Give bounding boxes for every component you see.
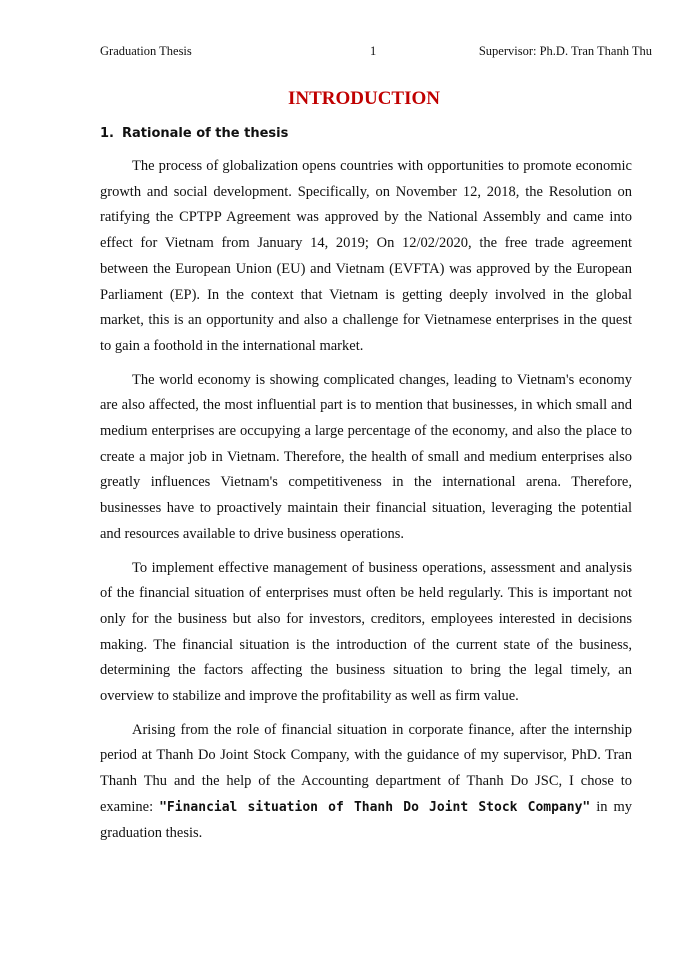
paragraph-2: The world economy is showing complicated changes, leading to Vietnam's economy are also affected, the most influential part is to mention that businesses, in which small and medium enterprises are occupying a large percentage of the economy, and also the place to create a major job in Vietnam. Therefore, the health of small and medium enterprises also greatly influences Vietnam's competitiveness in the international arena. Therefore, businesses have to proactively maintain their financial situation, leveraging the potential and resources available to drive business operations.: [100, 371, 632, 542]
paragraph-4: [100, 718, 632, 847]
paragraph-4-text: Arising from the role of financial situation in corporate finance, after the internship period at Thanh Do Joint Stock Company, with the guidance of my supervisor, PhD. Tran Thanh Thu and the help of the Accounting department of Thanh Do JSC, I chose to examine:: [100, 721, 632, 815]
header-document-type: Graduation Thesis: [100, 44, 192, 58]
page-header: [100, 42, 652, 60]
paragraph-1: The process of globalization opens countries with opportunities to promote economic growth and social development. Specifically, on November 12, 2018, the Resolution on ratifying the CPTPP Agreement was approved by the National Assembly and came into effect for Vietnam from January 14, 2019; On 12/02/2020, the free trade agreement between the European Union (EU) and Vietnam (EVFTA) was approved by the European Parliament (EP). In the context that Vietnam is getting deeply involved in the global market, this is an opportunity and also a challenge for Vietnamese enterprises in the quest to gain a foothold in the international market.: [100, 158, 632, 354]
paragraph-4-ending: in my graduation thesis.: [100, 798, 632, 841]
section-number: 1.: [100, 126, 114, 141]
page-title: INTRODUCTION: [287, 88, 441, 109]
section-title: Rationale of the thesis: [121, 126, 289, 141]
body-text: [100, 154, 632, 854]
section-heading: [100, 122, 628, 146]
header-supervisor: Supervisor: Ph.D. Tran Thanh Thu: [478, 44, 652, 58]
thesis-topic: "Financial situation of Thanh Do Joint Stock Company": [159, 799, 591, 815]
page-number: 1: [370, 44, 377, 58]
paragraph-3: To implement effective management of business operations, assessment and analysis of the financial situation of enterprises must often be held regularly. This is important not only for the business but also for investors, creditors, employees interested in decisions making. The financial situation is the introduction of the current state of the business, determining the factors affecting the business situation to bring the legal timely, an overview to stabilize and improve the profitability as well as firm value.: [100, 559, 632, 705]
